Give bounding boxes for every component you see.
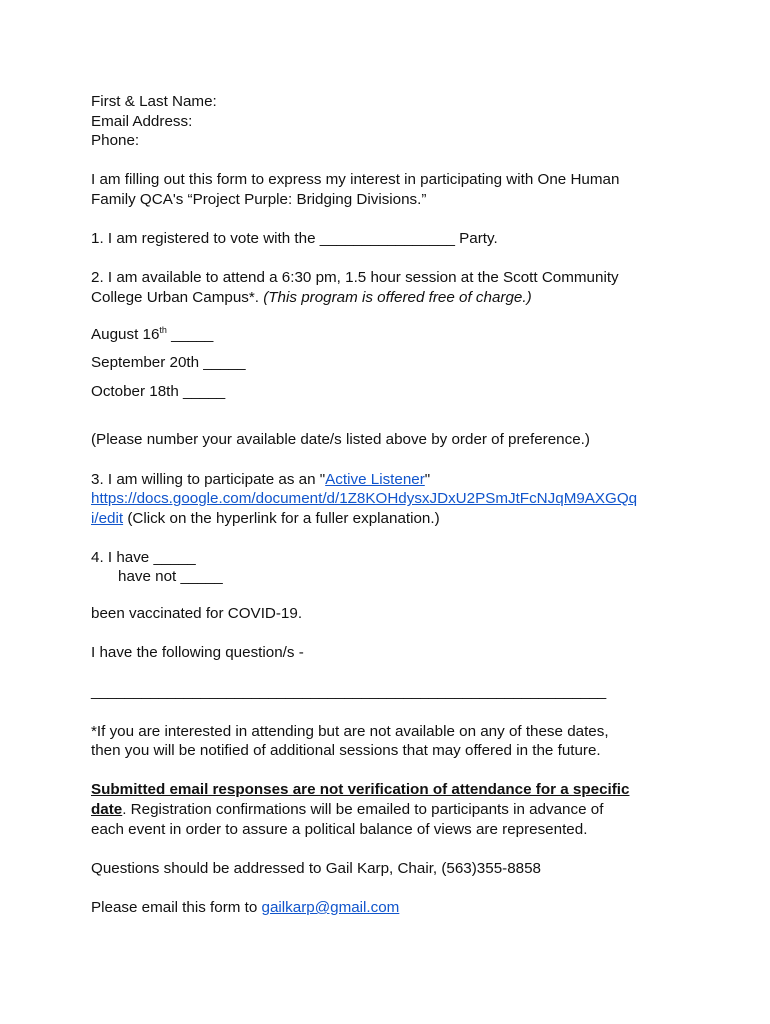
footnote-line-1: *If you are interested in attending but are not available on any of these dates, — [91, 722, 609, 740]
intro-line-1: I am filling out this form to express my interest in participating with One Human — [91, 171, 620, 189]
date-august-text: August 16 — [91, 325, 160, 343]
date-september: September 20th _____ — [91, 354, 246, 372]
submit-prefix: Please email this form to — [91, 898, 262, 916]
question-3-line-2 — [91, 489, 691, 509]
google-doc-url-link-cont[interactable]: i/edit — [91, 509, 124, 527]
question-4-have: 4. I have _____ — [91, 548, 196, 566]
question-3-explanation: (Click on the hyperlink for a fuller explanation.) — [123, 509, 440, 527]
question-2-line-2 — [91, 288, 691, 308]
question-1: 1. I am registered to vote with the ________________ Party. — [91, 230, 498, 248]
question-4-have-not: have not _____ — [118, 568, 223, 586]
form-document — [91, 92, 691, 918]
questions-label: I have the following question/s - — [91, 644, 304, 662]
date-august — [91, 325, 691, 345]
submit-instruction — [91, 898, 691, 918]
contact-info: Questions should be addressed to Gail Karp, Chair, (563)355-8858 — [91, 859, 541, 877]
questions-blank-line: _____________________________________________________________ — [91, 683, 607, 701]
active-listener-link[interactable]: Active Listener — [325, 470, 425, 488]
notice-bold-2: date — [91, 801, 123, 818]
question-3-line-3 — [91, 509, 691, 529]
intro-line-2: Family QCA's “Project Purple: Bridging Divisions.” — [91, 190, 427, 208]
question-2-line-1: 2. I am available to attend a 6:30 pm, 1.5 hour session at the Scott Community — [91, 269, 619, 287]
preference-note: (Please number your available date/s listed above by order of preference.) — [91, 431, 590, 449]
date-august-blank: _____ — [166, 325, 214, 343]
question-3-prefix: 3. I am willing to participate as an " — [91, 470, 326, 488]
notice-line-2 — [91, 800, 691, 820]
name-label: First & Last Name: — [91, 93, 217, 110]
question-2-plain: College Urban Campus*. — [91, 288, 264, 306]
notice-line-1 — [91, 780, 691, 800]
vaccinated-text: been vaccinated for COVID-19. — [91, 605, 303, 623]
email-link[interactable]: gailkarp@gmail.com — [261, 898, 400, 916]
phone-label: Phone: — [91, 132, 140, 150]
free-of-charge-note: (This program is offered free of charge.) — [263, 288, 532, 306]
date-august-sup: th — [159, 324, 167, 335]
question-3-line-1 — [91, 470, 691, 490]
google-doc-url-link[interactable]: https://docs.google.com/document/d/1Z8KOHdysxJDxU2PSmJtFcNJqM9AXGQq — [91, 490, 638, 508]
email-label: Email Address: — [91, 112, 193, 130]
footnote-line-2: then you will be notified of additional sessions that may offered in the future. — [91, 742, 601, 760]
notice-rest: . Registration confirmations will be emailed to participants in advance of — [122, 801, 604, 818]
notice-bold-1: Submitted email responses are not verification of attendance for a specific — [91, 781, 630, 799]
date-october: October 18th _____ — [91, 382, 226, 400]
notice-line-3: each event in order to assure a political balance of views are represented. — [91, 820, 588, 838]
question-3-suffix: " — [424, 470, 431, 488]
